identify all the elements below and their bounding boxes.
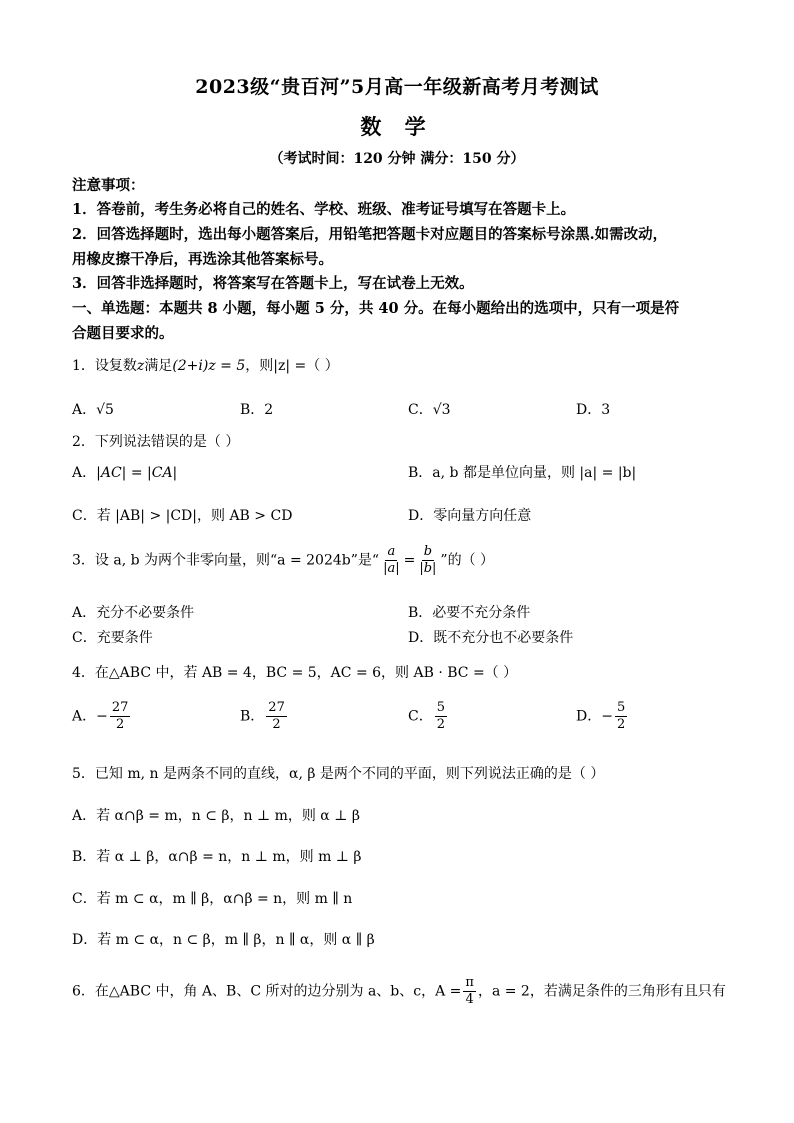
q4-option-d: D．− $\frac{5}{2}$: [576, 700, 626, 732]
q1-option-a: A．√5: [72, 402, 114, 418]
q4-option-c: C． $\frac{5}{2}$: [408, 700, 445, 732]
q2-option-d: D．零向量方向任意: [408, 508, 532, 524]
q3-option-a: A．充分不必要条件: [72, 605, 195, 621]
q2-option-a: A．|AC| = |CA|: [72, 465, 178, 481]
q5-stem: 5．已知 m, n 是两条不同的直线，α, β 是两个不同的平面，则下列说法正确的是（ ）: [72, 766, 605, 782]
q5-option-c: C．若 m ⊂ α，m ∥ β，α∩β = n，则 m ∥ n: [72, 891, 353, 907]
q4-stem: 4．在△ABC 中，若 AB = 4，BC = 5，AC = 6，则 AB · BC =（ ）: [72, 665, 518, 681]
q1-option-c: C．√3: [408, 402, 451, 418]
q1-option-d: D．3: [576, 402, 611, 418]
subject-heading: 数 学: [360, 114, 434, 139]
q3-option-d: D．既不充分也不必要条件: [408, 630, 574, 646]
notice-item-2b: 用橡皮擦干净后，再选涂其他答案标号。: [72, 251, 333, 268]
q3-stem-pre: 3．设 a, b 为两个非零向量，则“a = 2024b”是“: [72, 552, 380, 569]
q2-option-b: B．a, b 都是单位向量，则 |a| = |b|: [408, 465, 637, 481]
q5-option-d: D．若 m ⊂ α，n ⊂ β，m ∥ β，n ∥ α，则 α ∥ β: [72, 932, 375, 948]
q3-stem-post: ”的（ ）: [440, 552, 495, 569]
q5-option-b: B．若 α ⊥ β，α∩β = n，n ⊥ m，则 m ⊥ β: [72, 849, 362, 865]
q1-stem-post: ，则|z| =（ ）: [245, 358, 339, 374]
q1-stem: [72, 355, 339, 375]
q1-option-b: B．2: [240, 402, 274, 418]
exam-meta: （考试时间：120 分钟 满分：150 分）: [269, 151, 525, 167]
q5-option-a: A．若 α∩β = m，n ⊂ β，n ⊥ m，则 α ⊥ β: [72, 808, 360, 824]
q2-option-c: C．若 |AB| > |CD|，则 AB > CD: [72, 508, 293, 524]
q6-stem-pre: 6．在△ABC 中，角 A、B、C 所对的边分别为 a、b、c，A =: [72, 983, 462, 1000]
q3-option-b: B．必要不充分条件: [408, 605, 531, 621]
q6-stem: [72, 975, 726, 1008]
q1-z: z: [136, 358, 145, 374]
notice-item-1: 1．答卷前，考生务必将自己的姓名、学校、班级、准考证号填写在答题卡上。: [72, 201, 576, 218]
q1-stem-mid: 满足: [144, 358, 173, 374]
q2-stem: 2．下列说法错误的是（ ）: [72, 434, 240, 450]
q3-stem: 3．设 a, b 为两个非零向量，则“a = 2024b”是“ $\frac{a}{|a|}$ = $\frac{b}{|b|}$ ”的（ ）: [72, 544, 495, 576]
exam-title: 2023级“贵百河”5月高一年级新高考月考测试: [195, 76, 599, 98]
q6-stem-post: ，a = 2，若满足条件的三角形有且只有: [477, 983, 726, 1000]
q4-option-a: A．− $\frac{27}{2}$: [72, 700, 129, 732]
notice-heading: 注意事项：: [72, 177, 145, 194]
q3-frac1: $\frac{a}{|a|}$: [383, 544, 400, 576]
notice-item-3: 3．回答非选择题时，将答案写在答题卡上，写在试卷上无效。: [72, 275, 474, 292]
q4-option-b: B． $\frac{27}{2}$: [240, 700, 285, 732]
q1-equation: (2+i)z = 5: [172, 358, 246, 374]
q1-stem-pre: 1．设复数: [72, 358, 137, 374]
section1-line2: 合题目要求的。: [72, 325, 174, 342]
q3-option-c: C．充要条件: [72, 630, 153, 646]
q6-frac: $\frac{\pi}{4}$: [465, 975, 474, 1007]
q3-frac2: $\frac{b}{|b|}$: [419, 544, 437, 576]
section1-line1: 一、单选题：本题共 8 小题，每小题 5 分，共 40 分。在每小题给出的选项中，只有一项是符: [72, 300, 680, 317]
notice-item-2a: 2．回答选择题时，选出每小题答案后，用铅笔把答题卡对应题目的答案标号涂黑.如需改动，: [72, 226, 668, 243]
